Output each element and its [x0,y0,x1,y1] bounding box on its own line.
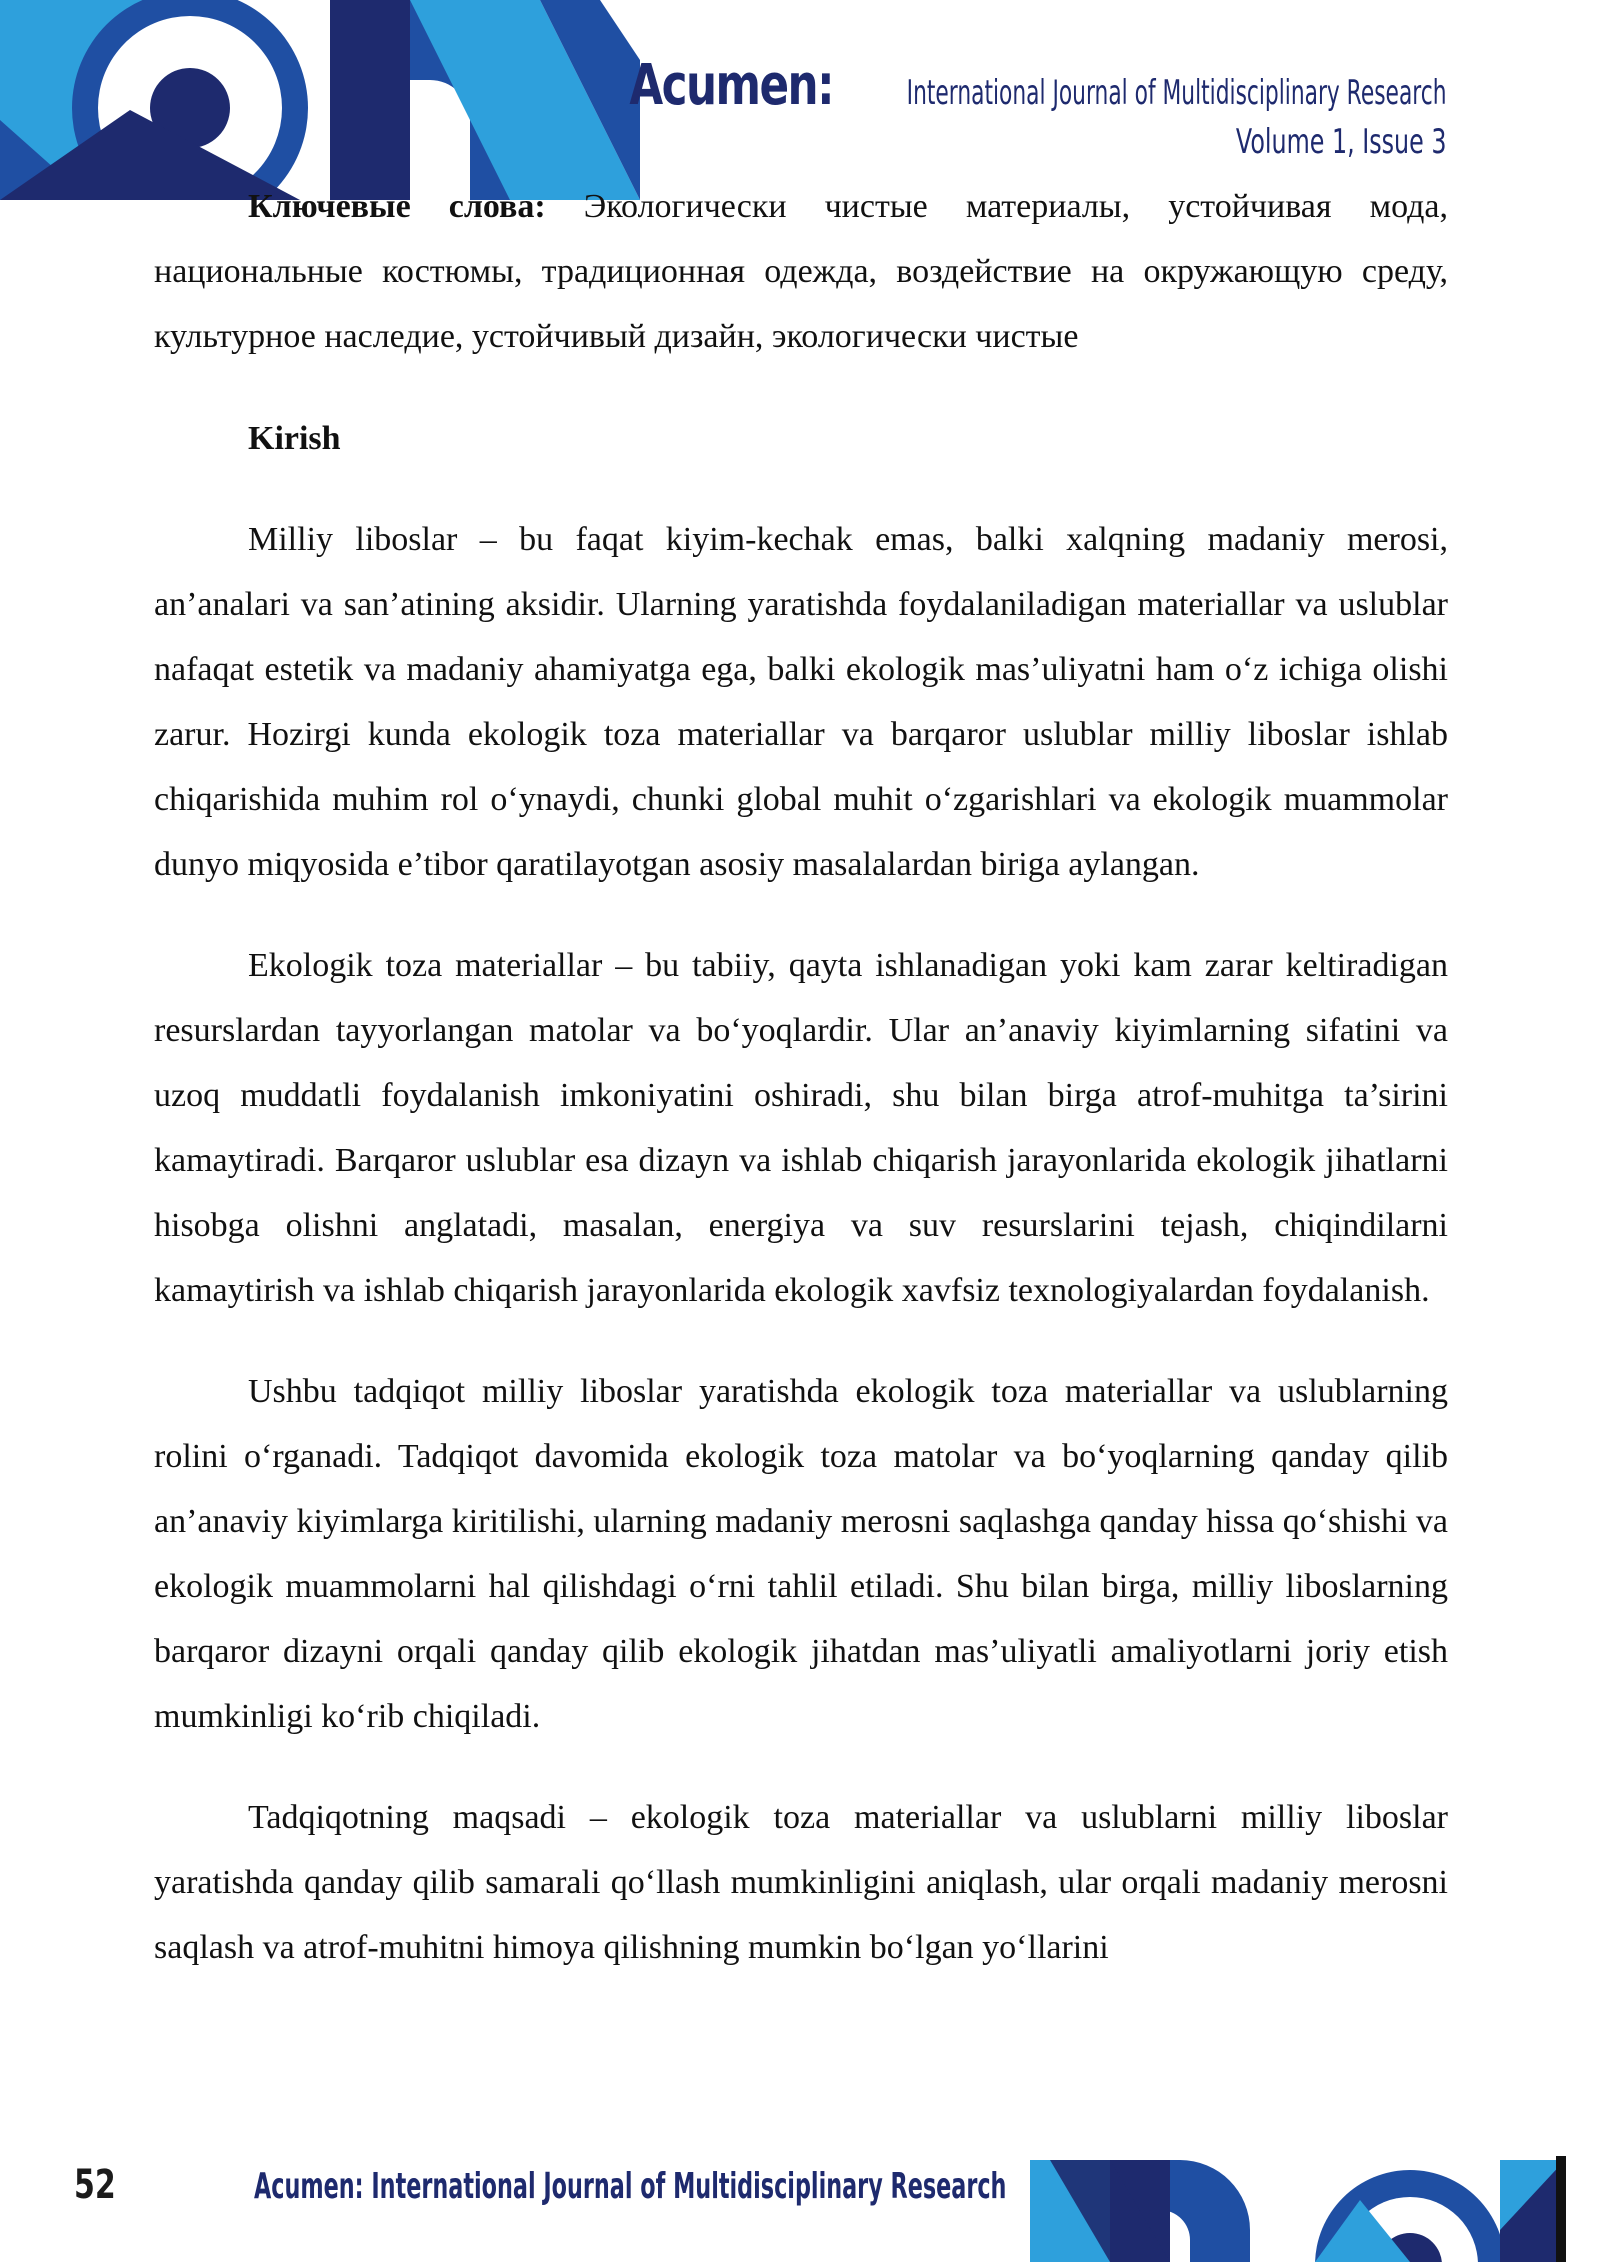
body-paragraph-2: Ekologik toza materiallar – bu tabiiy, qayta ishlanadigan yoki kam zarar keltiradigan resurslardan tayyorlangan matolar va bo‘yoqlardir. Ular an’anaviy kiyimlarning sifatini va uzoq muddatli foydalanish imkoniyatini oshiradi, shu bilan birga atrof-muhitga ta’sirini kamaytiradi. Barqaror uslublar esa dizayn va ishlab chiqarish jarayonlarida ekologik jihatlarni hisobga olishni anglatadi, masalan, energiya va suv resurslarini tejash, chiqindilarni kamaytirish va ishlab chiqarish jarayonlarida ekologik xavfsiz texnologiyalardan foydalanish. [154,947,1448,1309]
journal-brand: Acumen: [628,53,833,118]
body-paragraph-4: Tadqiqotning maqsadi – ekologik toza materiallar va uslublarni milliy liboslar yaratishda qanday qilib samarali qo‘llash mumkinligini aniqlash, ular orqali madaniy merosni saqlash va atrof-muhitni himoya qilishning mumkin bo‘lgan yo‘llarini [154,1799,1448,1966]
page-number: 52 [74,2162,116,2208]
volume-issue: Volume 1, Issue 3 [1235,122,1446,162]
keywords-paragraph [154,174,1448,369]
article-body [154,174,1448,1980]
footer-journal-title: Acumen: International Journal of Multidisciplinary Research [254,2166,1007,2207]
section-heading: Kirish [248,420,341,457]
journal-header [572,53,1447,162]
body-paragraph-3: Ushbu tadqiqot milliy liboslar yaratishda ekologik toza materiallar va uslublarning rolini o‘rganadi. Tadqiqot davomida ekologik toza matolar va bo‘yoqlarning qanday qilib an’anaviy kiyimlarga kiritilishi, ularning madaniy merosni saqlashga qanday hissa qo‘shishi va ekologik muammolarni hal qilishdagi o‘rni tahlil etiladi. Shu bilan birga, milliy liboslarning barqaror dizayni orqali qanday qilib ekologik jihatdan mas’uliyatli amaliyotlarni joriy etish mumkinligi ko‘rib chiqiladi. [154,1373,1448,1735]
body-paragraph-1: Milliy liboslar – bu faqat kiyim-kechak emas, balki xalqning madaniy merosi, an’analari va san’atining aksidir. Ularning yaratishda foydalaniladigan materiallar va uslublar nafaqat estetik va madaniy ahamiyatga ega, balki ekologik mas’uliyatni ham o‘z ichiga olishi zarur. Hozirgi kunda ekologik toza materiallar va barqaror uslublar milliy liboslar ishlab chiqarishida muhim rol o‘ynaydi, chunki global muhit o‘zgarishlari va ekologik muammolar dunyo miqyosida e’tibor qaratilayotgan asosiy masalalardan biriga aylangan. [154,521,1448,883]
keywords-label: Ключевые слова: [248,188,546,225]
keywords-text: Экологически чистые материалы, устойчивая мода, национальные костюмы, традиционная одежда, воздействие на окружающую среду, культурное наследие, устойчивый дизайн, экологически чистые [154,188,1449,355]
edge-bar [1556,2156,1566,2262]
footer-logo-graphic [1030,2160,1600,2262]
journal-name: International Journal of Multidisciplinary Research [906,73,1446,113]
journal-logo-graphic [0,0,640,200]
